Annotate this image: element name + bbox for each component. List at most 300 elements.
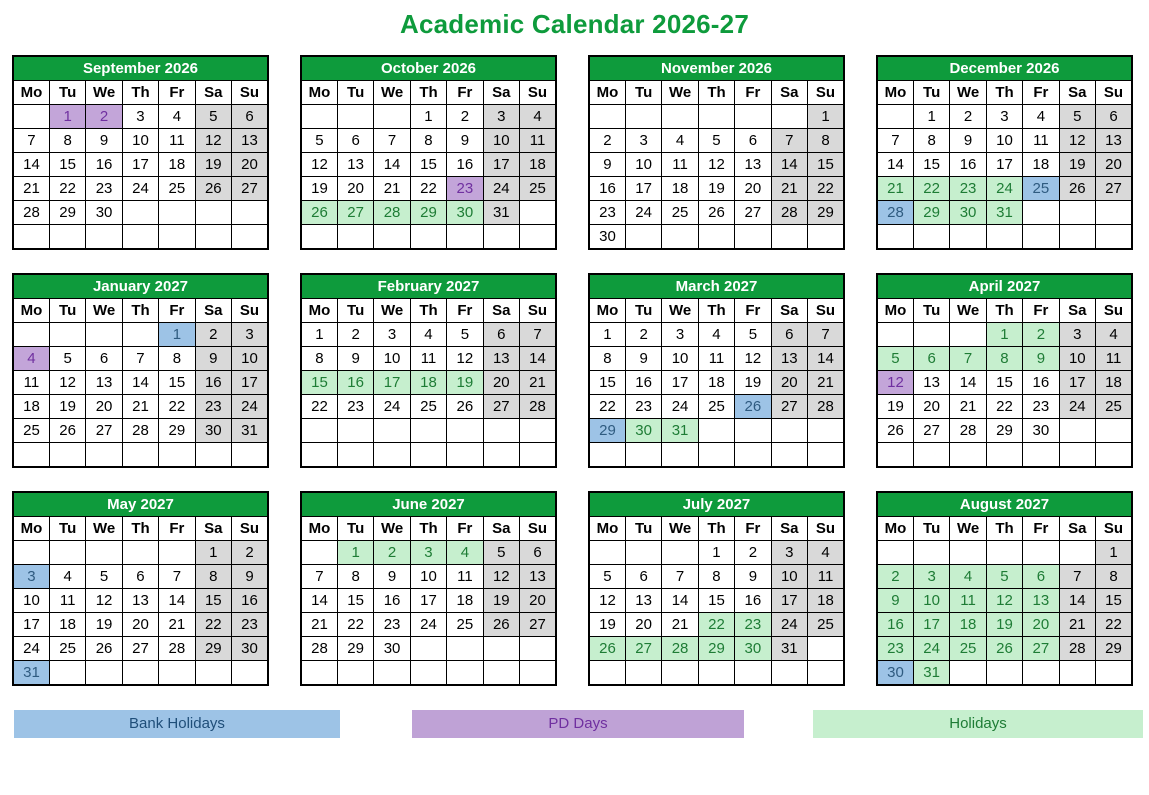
day-cell: 15 bbox=[808, 153, 844, 177]
day-cell bbox=[698, 419, 734, 443]
day-cell: 19 bbox=[698, 177, 734, 201]
dow-header-we: We bbox=[662, 299, 698, 323]
dow-header-fr: Fr bbox=[735, 517, 771, 541]
day-cell: 6 bbox=[913, 347, 949, 371]
day-cell: 20 bbox=[337, 177, 373, 201]
day-cell: 22 bbox=[49, 177, 85, 201]
day-cell: 3 bbox=[232, 323, 268, 347]
day-cell: 8 bbox=[1096, 565, 1132, 589]
day-cell: 20 bbox=[735, 177, 771, 201]
day-cell: 27 bbox=[625, 637, 661, 661]
day-cell: 6 bbox=[86, 347, 122, 371]
month-title: December 2026 bbox=[877, 56, 1132, 81]
month-october-2026 bbox=[300, 55, 557, 250]
day-cell bbox=[589, 661, 625, 686]
day-cell: 7 bbox=[950, 347, 986, 371]
day-cell: 25 bbox=[662, 201, 698, 225]
dow-header-fr: Fr bbox=[447, 299, 483, 323]
day-cell: 1 bbox=[698, 541, 734, 565]
day-cell bbox=[122, 323, 158, 347]
day-cell bbox=[662, 443, 698, 468]
dow-header-tu: Tu bbox=[625, 517, 661, 541]
day-cell: 17 bbox=[662, 371, 698, 395]
day-cell: 28 bbox=[122, 419, 158, 443]
day-cell: 20 bbox=[122, 613, 158, 637]
month-september-2026 bbox=[12, 55, 269, 250]
day-cell: 18 bbox=[49, 613, 85, 637]
day-cell: 11 bbox=[950, 589, 986, 613]
day-cell: 21 bbox=[13, 177, 49, 201]
day-cell bbox=[986, 661, 1022, 686]
day-cell bbox=[986, 541, 1022, 565]
day-cell: 10 bbox=[625, 153, 661, 177]
day-cell: 31 bbox=[232, 419, 268, 443]
day-cell: 2 bbox=[337, 323, 373, 347]
day-cell: 22 bbox=[698, 613, 734, 637]
day-cell: 14 bbox=[771, 153, 807, 177]
day-cell: 30 bbox=[625, 419, 661, 443]
day-cell: 2 bbox=[374, 541, 410, 565]
dow-header-fr: Fr bbox=[447, 81, 483, 105]
day-cell: 17 bbox=[410, 589, 446, 613]
day-cell: 12 bbox=[698, 153, 734, 177]
day-cell bbox=[49, 323, 85, 347]
day-cell: 21 bbox=[808, 371, 844, 395]
day-cell: 30 bbox=[735, 637, 771, 661]
day-cell: 22 bbox=[589, 395, 625, 419]
day-cell: 15 bbox=[589, 371, 625, 395]
day-cell: 14 bbox=[950, 371, 986, 395]
day-cell: 30 bbox=[877, 661, 913, 686]
day-cell: 10 bbox=[410, 565, 446, 589]
day-cell: 31 bbox=[483, 201, 519, 225]
day-cell bbox=[159, 225, 195, 250]
day-cell bbox=[950, 661, 986, 686]
day-cell bbox=[447, 661, 483, 686]
day-cell: 29 bbox=[337, 637, 373, 661]
day-cell bbox=[447, 419, 483, 443]
day-cell bbox=[520, 419, 556, 443]
legend bbox=[0, 710, 1149, 738]
day-cell: 13 bbox=[122, 589, 158, 613]
day-cell: 19 bbox=[86, 613, 122, 637]
day-cell: 13 bbox=[1096, 129, 1132, 153]
day-cell: 26 bbox=[986, 637, 1022, 661]
day-cell bbox=[13, 225, 49, 250]
dow-header-tu: Tu bbox=[49, 517, 85, 541]
day-cell bbox=[1059, 419, 1095, 443]
day-cell bbox=[771, 661, 807, 686]
day-cell: 24 bbox=[625, 201, 661, 225]
day-cell bbox=[698, 225, 734, 250]
day-cell: 2 bbox=[589, 129, 625, 153]
dow-header-su: Su bbox=[1096, 517, 1132, 541]
day-cell: 20 bbox=[86, 395, 122, 419]
day-cell: 25 bbox=[447, 613, 483, 637]
day-cell: 23 bbox=[86, 177, 122, 201]
dow-header-sa: Sa bbox=[483, 299, 519, 323]
month-march-2027 bbox=[588, 273, 845, 468]
day-cell: 13 bbox=[337, 153, 373, 177]
dow-header-th: Th bbox=[698, 517, 734, 541]
day-cell: 15 bbox=[986, 371, 1022, 395]
day-cell: 10 bbox=[662, 347, 698, 371]
dow-header-su: Su bbox=[520, 81, 556, 105]
dow-header-tu: Tu bbox=[337, 81, 373, 105]
day-cell: 30 bbox=[447, 201, 483, 225]
day-cell: 19 bbox=[735, 371, 771, 395]
day-cell bbox=[337, 105, 373, 129]
day-cell: 9 bbox=[950, 129, 986, 153]
page-title: Academic Calendar 2026-27 bbox=[400, 9, 749, 39]
day-cell bbox=[301, 419, 337, 443]
day-cell: 17 bbox=[483, 153, 519, 177]
dow-header-we: We bbox=[950, 299, 986, 323]
day-cell bbox=[232, 443, 268, 468]
day-cell: 23 bbox=[232, 613, 268, 637]
day-cell: 25 bbox=[1096, 395, 1132, 419]
day-cell bbox=[662, 105, 698, 129]
day-cell bbox=[49, 661, 85, 686]
day-cell: 12 bbox=[986, 589, 1022, 613]
day-cell: 5 bbox=[986, 565, 1022, 589]
day-cell bbox=[232, 201, 268, 225]
day-cell bbox=[1096, 419, 1132, 443]
day-cell: 29 bbox=[913, 201, 949, 225]
day-cell: 13 bbox=[735, 153, 771, 177]
day-cell bbox=[122, 661, 158, 686]
day-cell bbox=[374, 661, 410, 686]
month-april-2027 bbox=[876, 273, 1133, 468]
month-title: February 2027 bbox=[301, 274, 556, 299]
month-title: July 2027 bbox=[589, 492, 844, 517]
day-cell: 8 bbox=[337, 565, 373, 589]
day-cell: 20 bbox=[913, 395, 949, 419]
day-cell: 28 bbox=[520, 395, 556, 419]
day-cell: 16 bbox=[86, 153, 122, 177]
day-cell: 12 bbox=[735, 347, 771, 371]
day-cell bbox=[122, 225, 158, 250]
day-cell: 11 bbox=[1096, 347, 1132, 371]
day-cell: 6 bbox=[735, 129, 771, 153]
day-cell bbox=[483, 661, 519, 686]
day-cell bbox=[301, 443, 337, 468]
dow-header-su: Su bbox=[808, 517, 844, 541]
day-cell bbox=[986, 443, 1022, 468]
day-cell: 8 bbox=[986, 347, 1022, 371]
dow-header-su: Su bbox=[520, 517, 556, 541]
day-cell: 11 bbox=[49, 589, 85, 613]
day-cell: 31 bbox=[662, 419, 698, 443]
day-cell bbox=[1059, 201, 1095, 225]
day-cell: 11 bbox=[808, 565, 844, 589]
day-cell: 17 bbox=[122, 153, 158, 177]
day-cell bbox=[86, 225, 122, 250]
day-cell: 27 bbox=[483, 395, 519, 419]
day-cell: 9 bbox=[589, 153, 625, 177]
day-cell: 12 bbox=[301, 153, 337, 177]
day-cell: 4 bbox=[447, 541, 483, 565]
day-cell: 20 bbox=[1096, 153, 1132, 177]
day-cell bbox=[195, 661, 231, 686]
day-cell: 11 bbox=[159, 129, 195, 153]
day-cell: 15 bbox=[913, 153, 949, 177]
day-cell: 12 bbox=[877, 371, 913, 395]
day-cell bbox=[520, 443, 556, 468]
day-cell: 16 bbox=[1023, 371, 1059, 395]
day-cell bbox=[589, 443, 625, 468]
day-cell bbox=[986, 225, 1022, 250]
day-cell: 18 bbox=[520, 153, 556, 177]
day-cell bbox=[301, 541, 337, 565]
day-cell: 28 bbox=[374, 201, 410, 225]
day-cell: 4 bbox=[662, 129, 698, 153]
day-cell: 11 bbox=[698, 347, 734, 371]
dow-header-we: We bbox=[662, 517, 698, 541]
dow-header-we: We bbox=[86, 517, 122, 541]
day-cell: 14 bbox=[301, 589, 337, 613]
day-cell: 8 bbox=[589, 347, 625, 371]
day-cell: 3 bbox=[374, 323, 410, 347]
day-cell: 5 bbox=[483, 541, 519, 565]
day-cell: 2 bbox=[195, 323, 231, 347]
day-cell: 17 bbox=[374, 371, 410, 395]
day-cell bbox=[447, 225, 483, 250]
day-cell bbox=[1096, 201, 1132, 225]
day-cell bbox=[808, 225, 844, 250]
day-cell bbox=[301, 661, 337, 686]
day-cell bbox=[195, 201, 231, 225]
dow-header-mo: Mo bbox=[589, 299, 625, 323]
dow-header-mo: Mo bbox=[589, 517, 625, 541]
day-cell: 26 bbox=[877, 419, 913, 443]
month-title: November 2026 bbox=[589, 56, 844, 81]
day-cell: 19 bbox=[447, 371, 483, 395]
dow-header-th: Th bbox=[986, 81, 1022, 105]
day-cell: 4 bbox=[410, 323, 446, 347]
month-february-2027 bbox=[300, 273, 557, 468]
dow-header-tu: Tu bbox=[913, 81, 949, 105]
day-cell bbox=[1023, 201, 1059, 225]
day-cell: 19 bbox=[589, 613, 625, 637]
day-cell: 25 bbox=[159, 177, 195, 201]
day-cell: 26 bbox=[301, 201, 337, 225]
day-cell bbox=[950, 323, 986, 347]
month-november-2026 bbox=[588, 55, 845, 250]
day-cell: 1 bbox=[337, 541, 373, 565]
day-cell: 14 bbox=[520, 347, 556, 371]
day-cell: 3 bbox=[662, 323, 698, 347]
day-cell: 26 bbox=[195, 177, 231, 201]
day-cell: 18 bbox=[410, 371, 446, 395]
day-cell: 1 bbox=[49, 105, 85, 129]
day-cell: 25 bbox=[1023, 177, 1059, 201]
day-cell bbox=[913, 323, 949, 347]
day-cell: 1 bbox=[301, 323, 337, 347]
dow-header-fr: Fr bbox=[159, 81, 195, 105]
day-cell: 28 bbox=[13, 201, 49, 225]
day-cell: 10 bbox=[122, 129, 158, 153]
day-cell: 27 bbox=[122, 637, 158, 661]
day-cell bbox=[520, 661, 556, 686]
dow-header-sa: Sa bbox=[195, 81, 231, 105]
day-cell: 3 bbox=[913, 565, 949, 589]
day-cell: 25 bbox=[520, 177, 556, 201]
day-cell bbox=[49, 225, 85, 250]
day-cell: 16 bbox=[950, 153, 986, 177]
day-cell: 7 bbox=[301, 565, 337, 589]
day-cell: 29 bbox=[808, 201, 844, 225]
day-cell bbox=[1059, 225, 1095, 250]
day-cell bbox=[589, 105, 625, 129]
day-cell: 22 bbox=[986, 395, 1022, 419]
day-cell: 31 bbox=[771, 637, 807, 661]
day-cell: 4 bbox=[698, 323, 734, 347]
day-cell: 7 bbox=[520, 323, 556, 347]
day-cell: 9 bbox=[374, 565, 410, 589]
dow-header-fr: Fr bbox=[735, 81, 771, 105]
day-cell: 17 bbox=[625, 177, 661, 201]
day-cell bbox=[625, 443, 661, 468]
dow-header-we: We bbox=[86, 299, 122, 323]
day-cell bbox=[374, 225, 410, 250]
dow-header-su: Su bbox=[1096, 299, 1132, 323]
dow-header-th: Th bbox=[122, 517, 158, 541]
day-cell: 4 bbox=[13, 347, 49, 371]
day-cell bbox=[447, 443, 483, 468]
dow-header-mo: Mo bbox=[877, 81, 913, 105]
day-cell: 14 bbox=[877, 153, 913, 177]
day-cell: 26 bbox=[589, 637, 625, 661]
day-cell: 21 bbox=[950, 395, 986, 419]
day-cell: 9 bbox=[195, 347, 231, 371]
day-cell: 13 bbox=[86, 371, 122, 395]
day-cell: 17 bbox=[13, 613, 49, 637]
dow-header-th: Th bbox=[986, 517, 1022, 541]
day-cell: 3 bbox=[13, 565, 49, 589]
day-cell: 23 bbox=[1023, 395, 1059, 419]
day-cell: 15 bbox=[49, 153, 85, 177]
day-cell: 22 bbox=[301, 395, 337, 419]
day-cell: 8 bbox=[159, 347, 195, 371]
day-cell: 21 bbox=[662, 613, 698, 637]
dow-header-tu: Tu bbox=[625, 81, 661, 105]
day-cell: 28 bbox=[950, 419, 986, 443]
day-cell: 5 bbox=[877, 347, 913, 371]
day-cell: 5 bbox=[195, 105, 231, 129]
day-cell: 18 bbox=[159, 153, 195, 177]
day-cell: 2 bbox=[735, 541, 771, 565]
day-cell bbox=[49, 443, 85, 468]
day-cell bbox=[232, 661, 268, 686]
day-cell: 10 bbox=[483, 129, 519, 153]
day-cell: 13 bbox=[771, 347, 807, 371]
day-cell: 24 bbox=[483, 177, 519, 201]
day-cell: 3 bbox=[986, 105, 1022, 129]
day-cell: 15 bbox=[195, 589, 231, 613]
day-cell: 31 bbox=[986, 201, 1022, 225]
day-cell: 27 bbox=[337, 201, 373, 225]
day-cell: 5 bbox=[301, 129, 337, 153]
day-cell: 16 bbox=[374, 589, 410, 613]
day-cell: 7 bbox=[662, 565, 698, 589]
day-cell bbox=[301, 105, 337, 129]
day-cell: 14 bbox=[1059, 589, 1095, 613]
day-cell bbox=[877, 541, 913, 565]
day-cell bbox=[735, 419, 771, 443]
day-cell: 18 bbox=[13, 395, 49, 419]
day-cell bbox=[337, 225, 373, 250]
day-cell: 13 bbox=[1023, 589, 1059, 613]
dow-header-tu: Tu bbox=[625, 299, 661, 323]
day-cell bbox=[735, 225, 771, 250]
day-cell: 23 bbox=[735, 613, 771, 637]
legend-pd-days: PD Days bbox=[412, 710, 744, 738]
month-july-2027 bbox=[588, 491, 845, 686]
day-cell bbox=[520, 637, 556, 661]
day-cell: 22 bbox=[159, 395, 195, 419]
dow-header-su: Su bbox=[1096, 81, 1132, 105]
dow-header-sa: Sa bbox=[195, 299, 231, 323]
day-cell: 27 bbox=[771, 395, 807, 419]
day-cell: 23 bbox=[589, 201, 625, 225]
day-cell: 8 bbox=[410, 129, 446, 153]
day-cell: 24 bbox=[771, 613, 807, 637]
day-cell: 14 bbox=[122, 371, 158, 395]
day-cell bbox=[877, 443, 913, 468]
day-cell: 5 bbox=[49, 347, 85, 371]
day-cell: 24 bbox=[662, 395, 698, 419]
day-cell: 8 bbox=[49, 129, 85, 153]
day-cell: 25 bbox=[49, 637, 85, 661]
day-cell: 25 bbox=[950, 637, 986, 661]
day-cell bbox=[1023, 541, 1059, 565]
day-cell: 29 bbox=[698, 637, 734, 661]
day-cell: 1 bbox=[913, 105, 949, 129]
day-cell: 29 bbox=[1096, 637, 1132, 661]
dow-header-fr: Fr bbox=[1023, 81, 1059, 105]
day-cell: 24 bbox=[1059, 395, 1095, 419]
day-cell bbox=[698, 443, 734, 468]
dow-header-mo: Mo bbox=[301, 81, 337, 105]
day-cell bbox=[625, 105, 661, 129]
day-cell: 19 bbox=[1059, 153, 1095, 177]
day-cell: 11 bbox=[447, 565, 483, 589]
day-cell: 21 bbox=[877, 177, 913, 201]
month-june-2027 bbox=[300, 491, 557, 686]
day-cell: 12 bbox=[589, 589, 625, 613]
day-cell: 13 bbox=[483, 347, 519, 371]
day-cell bbox=[337, 443, 373, 468]
day-cell bbox=[483, 225, 519, 250]
dow-header-we: We bbox=[950, 81, 986, 105]
day-cell: 10 bbox=[986, 129, 1022, 153]
day-cell: 6 bbox=[122, 565, 158, 589]
day-cell: 4 bbox=[1023, 105, 1059, 129]
month-title: August 2027 bbox=[877, 492, 1132, 517]
day-cell: 29 bbox=[159, 419, 195, 443]
day-cell: 3 bbox=[410, 541, 446, 565]
day-cell: 26 bbox=[49, 419, 85, 443]
day-cell bbox=[808, 419, 844, 443]
dow-header-su: Su bbox=[232, 299, 268, 323]
day-cell: 6 bbox=[1096, 105, 1132, 129]
day-cell: 27 bbox=[232, 177, 268, 201]
day-cell bbox=[410, 443, 446, 468]
dow-header-th: Th bbox=[410, 81, 446, 105]
day-cell: 4 bbox=[520, 105, 556, 129]
day-cell: 30 bbox=[589, 225, 625, 250]
